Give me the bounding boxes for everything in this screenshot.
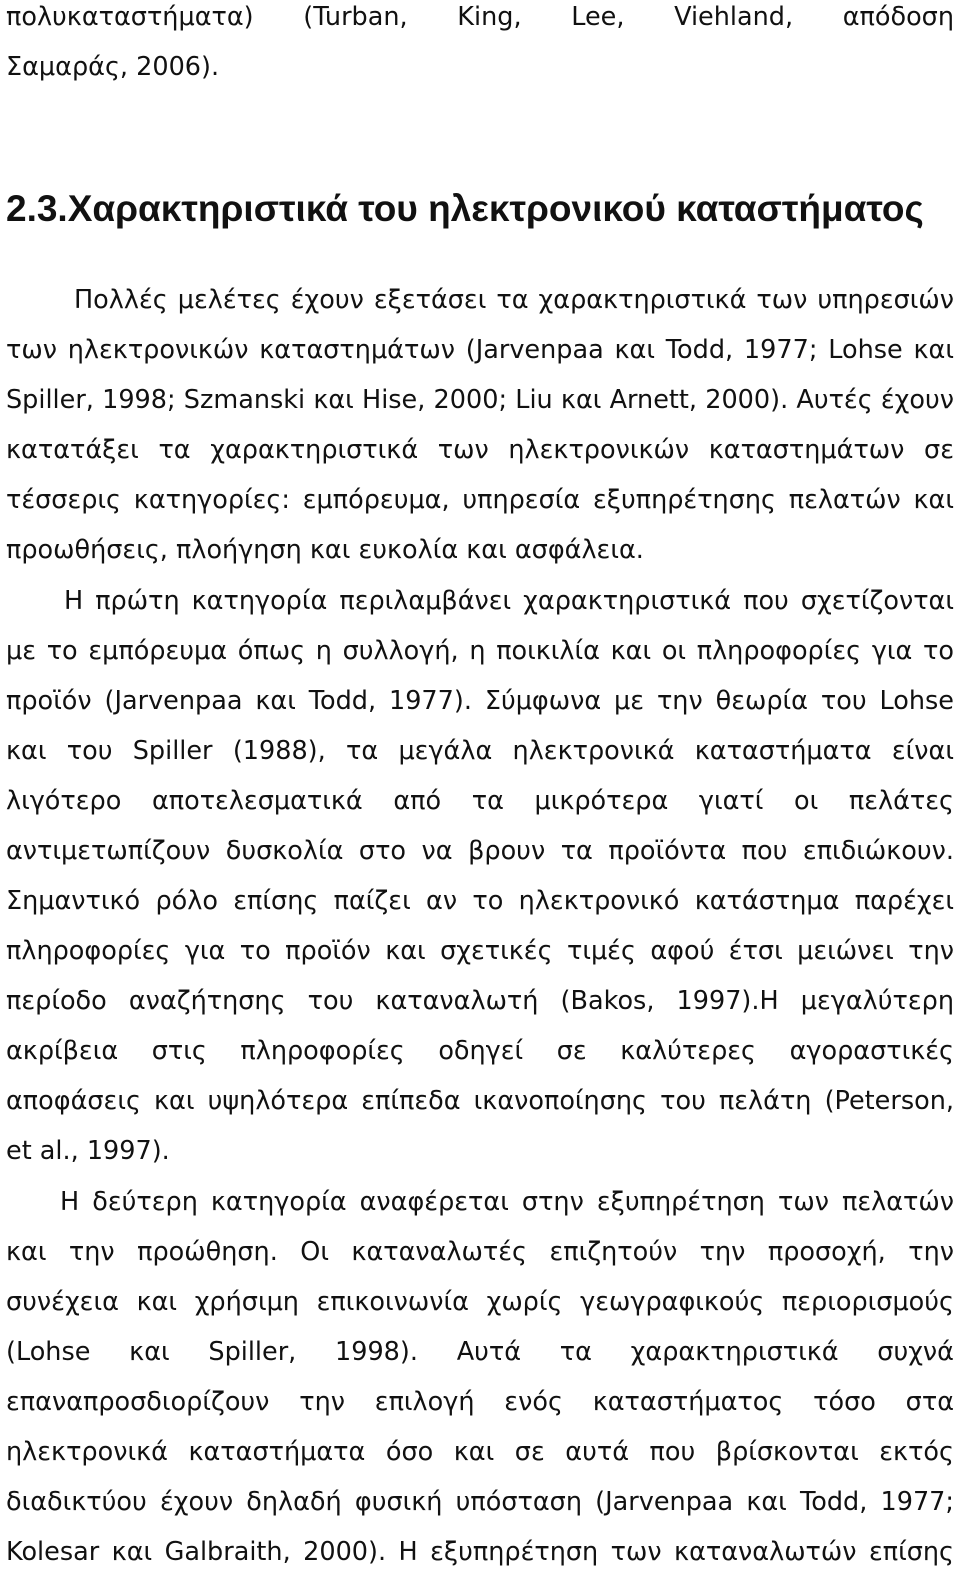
paragraph-line: και την προώθηση. Οι καταναλωτές επιζητούν την προσοχή, την: [6, 1237, 954, 1267]
paragraph-line: προωθήσεις, πλοήγηση και ευκολία και ασφάλεια.: [6, 535, 644, 565]
paragraph-line: (Lohse και Spiller, 1998). Αυτά τα χαρακτηριστικά συχνά: [6, 1337, 954, 1367]
paragraph-line: των ηλεκτρονικών καταστημάτων (Jarvenpaa και Todd, 1977; Lohse και: [6, 335, 954, 365]
paragraph-line: ηλεκτρονικά καταστήματα όσο και σε αυτά που βρίσκονται εκτός: [6, 1437, 954, 1467]
paragraph-line: προϊόν (Jarvenpaa και Todd, 1977). Σύμφωνα με την θεωρία του Lohse: [6, 686, 954, 716]
paragraph-line: Η πρώτη κατηγορία περιλαμβάνει χαρακτηριστικά που σχετίζονται: [64, 586, 954, 616]
paragraph-line: επαναπροσδιορίζουν την επιλογή ενός καταστήματος τόσο στα: [6, 1387, 954, 1417]
paragraph-line: λιγότερο αποτελεσματικά από τα μικρότερα γιατί οι πελάτες: [6, 786, 954, 816]
paragraph-line: Η δεύτερη κατηγορία αναφέρεται στην εξυπηρέτηση των πελατών: [60, 1187, 954, 1217]
paragraph-line: Spiller, 1998; Szmanski και Hise, 2000; Liu και Arnett, 2000). Αυτές έχουν: [6, 385, 954, 415]
intro-line: Σαμαράς, 2006).: [6, 52, 220, 82]
paragraph-line: et al., 1997).: [6, 1136, 170, 1166]
paragraph-line: περίοδο αναζήτησης του καταναλωτή (Bakos, 1997).Η μεγαλύτερη: [6, 986, 954, 1016]
paragraph-line: Πολλές μελέτες έχουν εξετάσει τα χαρακτηριστικά των υπηρεσιών: [74, 285, 954, 315]
paragraph-line: Σημαντικό ρόλο επίσης παίζει αν το ηλεκτρονικό κατάστημα παρέχει: [6, 886, 954, 916]
paragraph-line: με το εμπόρευμα όπως η συλλογή, η ποικιλία και οι πληροφορίες για το: [6, 636, 954, 666]
section-heading: 2.3.Χαρακτηριστικά του ηλεκτρονικού καταστήματος: [6, 188, 924, 229]
paragraph-line: ακρίβεια στις πληροφορίες οδηγεί σε καλύτερες αγοραστικές: [6, 1036, 954, 1066]
paragraph-line: και του Spiller (1988), τα μεγάλα ηλεκτρονικά καταστήματα είναι: [6, 736, 954, 766]
paragraph-line: διαδικτύου έχουν δηλαδή φυσική υπόσταση (Jarvenpaa και Todd, 1977;: [6, 1487, 954, 1517]
paragraph-line: πληροφορίες για το προϊόν και σχετικές τιμές αφού έτσι μειώνει την: [6, 936, 954, 966]
intro-line: πολυκαταστήματα) (Turban, King, Lee, Viehland, απόδοση: [6, 2, 954, 32]
paragraph-line: κατατάξει τα χαρακτηριστικά των ηλεκτρονικών καταστημάτων σε: [6, 435, 954, 465]
paragraph-line: αντιμετωπίζουν δυσκολία στο να βρουν τα προϊόντα που επιδιώκουν.: [6, 836, 954, 866]
paragraph-line: Kolesar και Galbraith, 2000). Η εξυπηρέτηση των καταναλωτών επίσης: [6, 1537, 954, 1567]
paragraph-line: αποφάσεις και υψηλότερα επίπεδα ικανοποίησης του πελάτη (Peterson,: [6, 1086, 954, 1116]
paragraph-line: τέσσερις κατηγορίες: εμπόρευμα, υπηρεσία εξυπηρέτησης πελατών και: [6, 485, 954, 515]
paragraph-line: συνέχεια και χρήσιμη επικοινωνία χωρίς γεωγραφικούς περιορισμούς: [6, 1287, 954, 1317]
